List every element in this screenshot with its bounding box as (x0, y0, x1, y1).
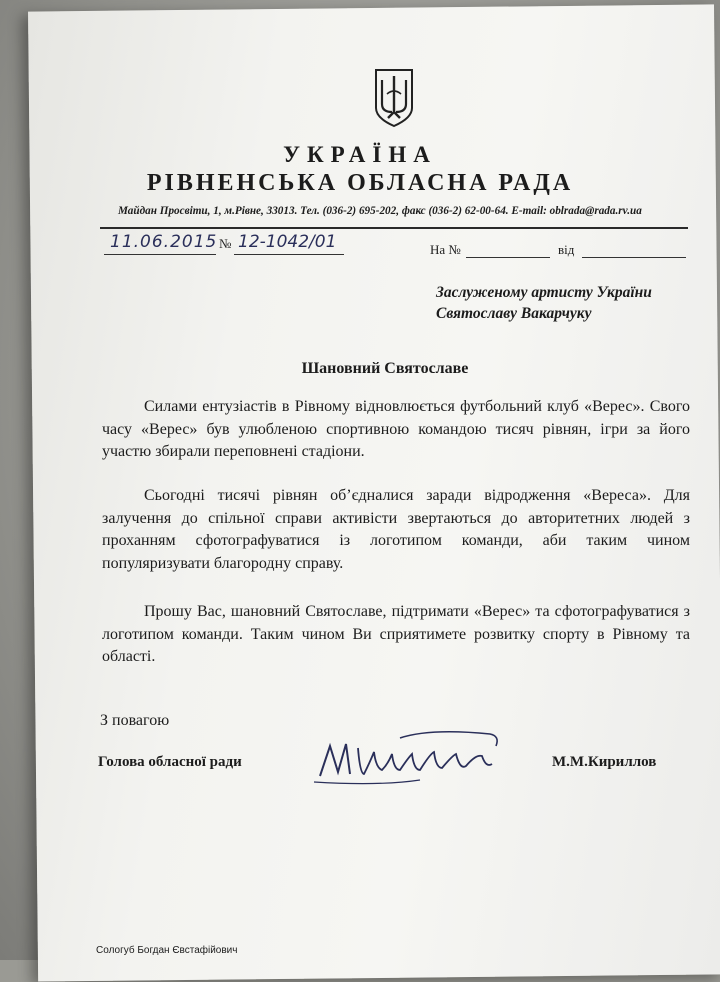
header-divider (100, 227, 688, 229)
registration-date: 11.06.2015 (110, 232, 218, 252)
signatory-position: Голова обласної ради (98, 754, 242, 770)
executor-name: Сологуб Богдан Євстафійович (96, 945, 238, 956)
recipient-block (436, 282, 652, 324)
reference-date-label: від (558, 242, 575, 257)
body-paragraph-1: Силами ентузіастів в Рівному відновлюється футбольний клуб «Верес». Свого часу «Верес» був улюбленою спортивною командою тисяч рівнян, ігри за його участю збирали переповнені стадіони. (102, 398, 690, 460)
signatory-name: М.М.Кириллов (552, 754, 657, 770)
registration-number-label: № (219, 236, 232, 251)
date-underline (104, 254, 216, 255)
handwritten-signature (300, 724, 520, 794)
body-paragraph-3: Прошу Вас, шановний Святославе, підтримати «Верес» та сфотографуватися з логотипом команди. Таким чином Ви сприятимете розвитку спорту в Рівному та області. (102, 603, 690, 665)
recipient-title: Заслуженому артисту України (436, 284, 652, 301)
trident-emblem-icon (372, 68, 416, 128)
recipient-name: Святославу Вакарчуку (436, 305, 592, 322)
registration-number: 12-1042/01 (238, 232, 337, 252)
closing-regards: З повагою (100, 712, 170, 729)
body-paragraph-2: Сьогодні тисячі рівнян об’єдналися заради відродження «Вереса». Для залучення до спільної справи активісти звертаються до авторитетних людей з проханням сфотографуватися із логотипом команди, аби таким чином популяризувати благородну справу. (102, 487, 690, 572)
reference-date-blank (582, 257, 686, 258)
reference-number-label: На № (430, 242, 461, 257)
council-address: Майдан Просвіти, 1, м.Рівне, 33013. Тел. (036-2) 695-202, факс (036-2) 62-00-64. E-mail: oblrada@rada.rv.ua (118, 205, 642, 217)
number-underline (234, 254, 344, 255)
country-heading: УКРАЇНА (283, 142, 437, 167)
reference-number-blank (466, 257, 550, 258)
salutation: Шановний Святославе (301, 360, 469, 377)
council-heading: РІВНЕНСЬКА ОБЛАСНА РАДА (146, 170, 574, 196)
